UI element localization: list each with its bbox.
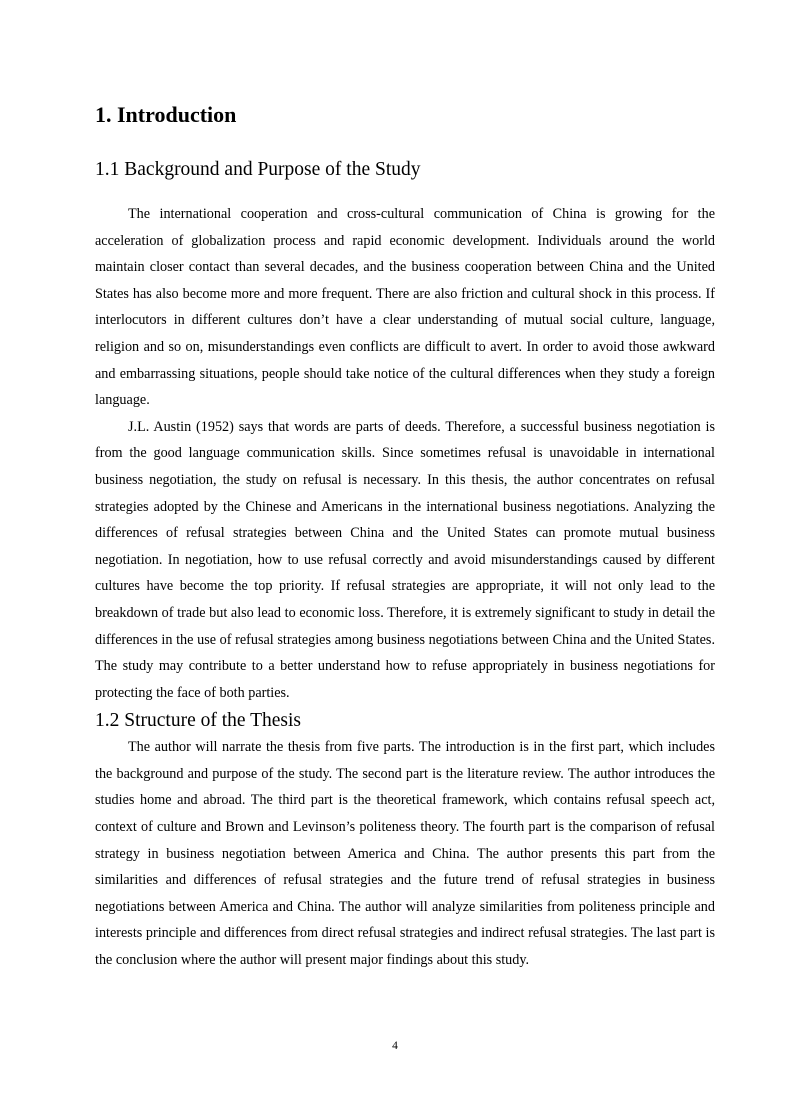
paragraph: J.L. Austin (1952) says that words are parts of deeds. Therefore, a successful business negotiation is from the good language communication skills. Since sometimes refusal is unavoidable in international business negotiation, the study on refusal is necessary. In this thesis, the author concentrates on refusal strategies adopted by the Chinese and Americans in the international business negotiations. Analyzing the differences of refusal strategies between China and the United States can promote mutual business negotiation. In negotiation, how to use refusal correctly and avoid misunderstandings caused by different cultures have become the top priority. If refusal strategies are appropriate, it will not only lead to the breakdown of trade but also lead to economic loss. Therefore, it is extremely significant to study in detail the differences in the use of refusal strategies among business negotiations between China and the United States. The study may contribute to a better understand how to refuse appropriately in business negotiations for protecting the face of both parties. — [95, 418, 715, 701]
section-heading-background: 1.1 Background and Purpose of the Study — [95, 159, 421, 180]
paragraph: The author will narrate the thesis from five parts. The introduction is in the first part, which includes the background and purpose of the study. The second part is the literature review. The author introduces the studies home and abroad. The third part is the theoretical framework, which contains refusal speech act, context of culture and Brown and Levinson’s politeness theory. The fourth part is the comparison of refusal strategy in business negotiation between America and China. The author presents this part from the similarities and differences of refusal strategies and the future trend of refusal strategies in business negotiations between America and China. The author will analyze similarities from politeness principle and interests principle and differences from direct refusal strategies and indirect refusal strategies. The last part is the conclusion where the author will present major findings about this study. — [95, 739, 715, 969]
chapter-title: 1. Introduction — [95, 102, 237, 127]
page-content — [95, 100, 715, 974]
section-heading-structure: 1.2 Structure of the Thesis — [95, 710, 301, 732]
paragraph: The international cooperation and cross-cultural communication of China is growing for the acceleration of globalization process and rapid economic development. Individuals around the world maintain closer contact than several decades, and the business cooperation between China and the United States has also become more and more frequent. There are also friction and cultural shock in this process. If interlocutors in different cultures don’t have a clear understanding of mutual social culture, language, religion and so on, misunderstandings even conflicts are difficult to avert. In order to avoid those awkward and embarrassing situations, people should take notice of the cultural differences when they study a foreign language. — [95, 206, 715, 409]
page-number: 4 — [392, 1040, 398, 1052]
section-body-structure — [95, 734, 715, 973]
section-body-background — [95, 201, 715, 706]
